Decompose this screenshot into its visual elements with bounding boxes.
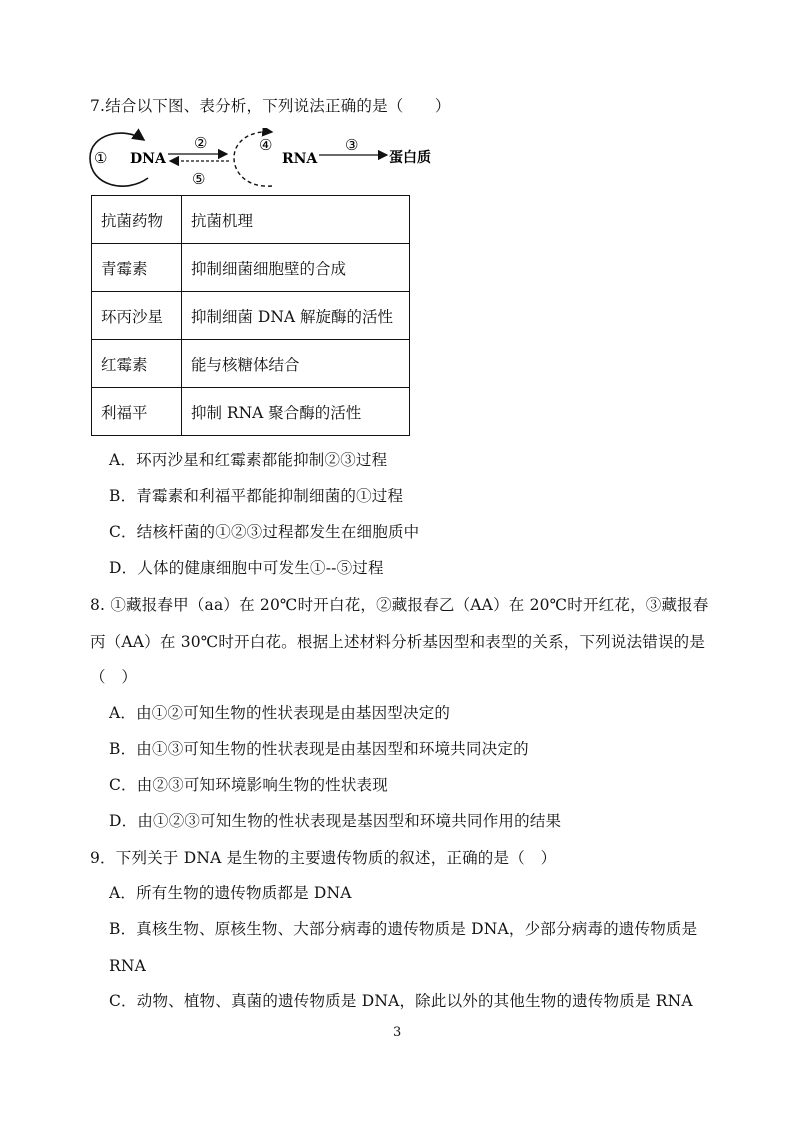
diagram-step5: ⑤ <box>192 170 206 188</box>
diagram-step2: ② <box>194 134 208 152</box>
table-header-cell: 抗菌机理 <box>182 196 410 244</box>
table-cell: 红霉素 <box>92 340 182 388</box>
q8-option-d: D．由①②③可知生物的性状表现是基因型和环境共同作用的结果 <box>109 812 562 830</box>
q9-option-b-line1: B．真核生物、原核生物、大部分病毒的遗传物质是 DNA，少部分病毒的遗传物质是 <box>109 920 698 938</box>
gene-expression-diagram <box>86 128 456 194</box>
diagram-step4: ④ <box>259 136 273 154</box>
table-cell: 能与核糖体结合 <box>182 340 410 388</box>
table-cell: 抑制细菌细胞壁的合成 <box>182 244 410 292</box>
q9-option-b-line2: RNA <box>109 957 147 975</box>
q9-option-c: C．动物、植物、真菌的遗传物质是 DNA，除此以外的其他生物的遗传物质是 RNA <box>109 992 693 1010</box>
table-row <box>92 388 410 436</box>
q7-option-b: B．青霉素和利福平都能抑制细菌的①过程 <box>109 487 404 505</box>
q7-option-c: C．结核杆菌的①②③过程都发生在细胞质中 <box>109 523 420 541</box>
table-cell: 抑制 RNA 聚合酶的活性 <box>182 388 410 436</box>
q8-option-c: C．由②③可知环境影响生物的性状表现 <box>109 776 388 794</box>
table-header-row <box>92 196 410 244</box>
diagram-step3: ③ <box>345 136 359 154</box>
q7-stem: 7.结合以下图、表分析，下列说法正确的是（ ） <box>90 97 451 115</box>
diagram-step1: ① <box>94 149 108 167</box>
table-cell: 青霉素 <box>92 244 182 292</box>
table-header-cell: 抗菌药物 <box>92 196 182 244</box>
antibiotic-table <box>91 195 410 436</box>
q8-option-b: B．由①③可知生物的性状表现是由基因型和环境共同决定的 <box>109 740 529 758</box>
q9-option-a: A．所有生物的遗传物质都是 DNA <box>109 884 352 902</box>
table-row <box>92 292 410 340</box>
table-row <box>92 340 410 388</box>
q8-stem-line3: （ ） <box>90 668 138 686</box>
q8-option-a: A．由①②可知生物的性状表现是由基因型决定的 <box>109 704 451 722</box>
table-cell: 利福平 <box>92 388 182 436</box>
diagram-rna-label: RNA <box>282 151 318 167</box>
q7-option-a: A．环丙沙星和红霉素都能抑制②③过程 <box>109 451 388 469</box>
diagram-protein-label: 蛋白质 <box>389 150 431 166</box>
table-row <box>92 244 410 292</box>
q9-stem: 9．下列关于 DNA 是生物的主要遗传物质的叙述，正确的是（ ） <box>90 849 557 867</box>
diagram-dna-label: DNA <box>130 151 166 167</box>
table-cell: 环丙沙星 <box>92 292 182 340</box>
q8-stem-line1: 8. ①藏报春甲（aa）在 20℃时开白花，②藏报春乙（AA）在 20℃时开红花，③藏报春 <box>90 596 709 614</box>
q7-option-d: D．人体的健康细胞中可发生①--⑤过程 <box>109 559 384 577</box>
table-cell: 抑制细菌 DNA 解旋酶的活性 <box>182 292 410 340</box>
q8-stem-line2: 丙（AA）在 30℃时开白花。根据上述材料分析基因型和表型的关系，下列说法错误的是 <box>90 633 706 651</box>
page-number: 3 <box>393 1025 402 1040</box>
